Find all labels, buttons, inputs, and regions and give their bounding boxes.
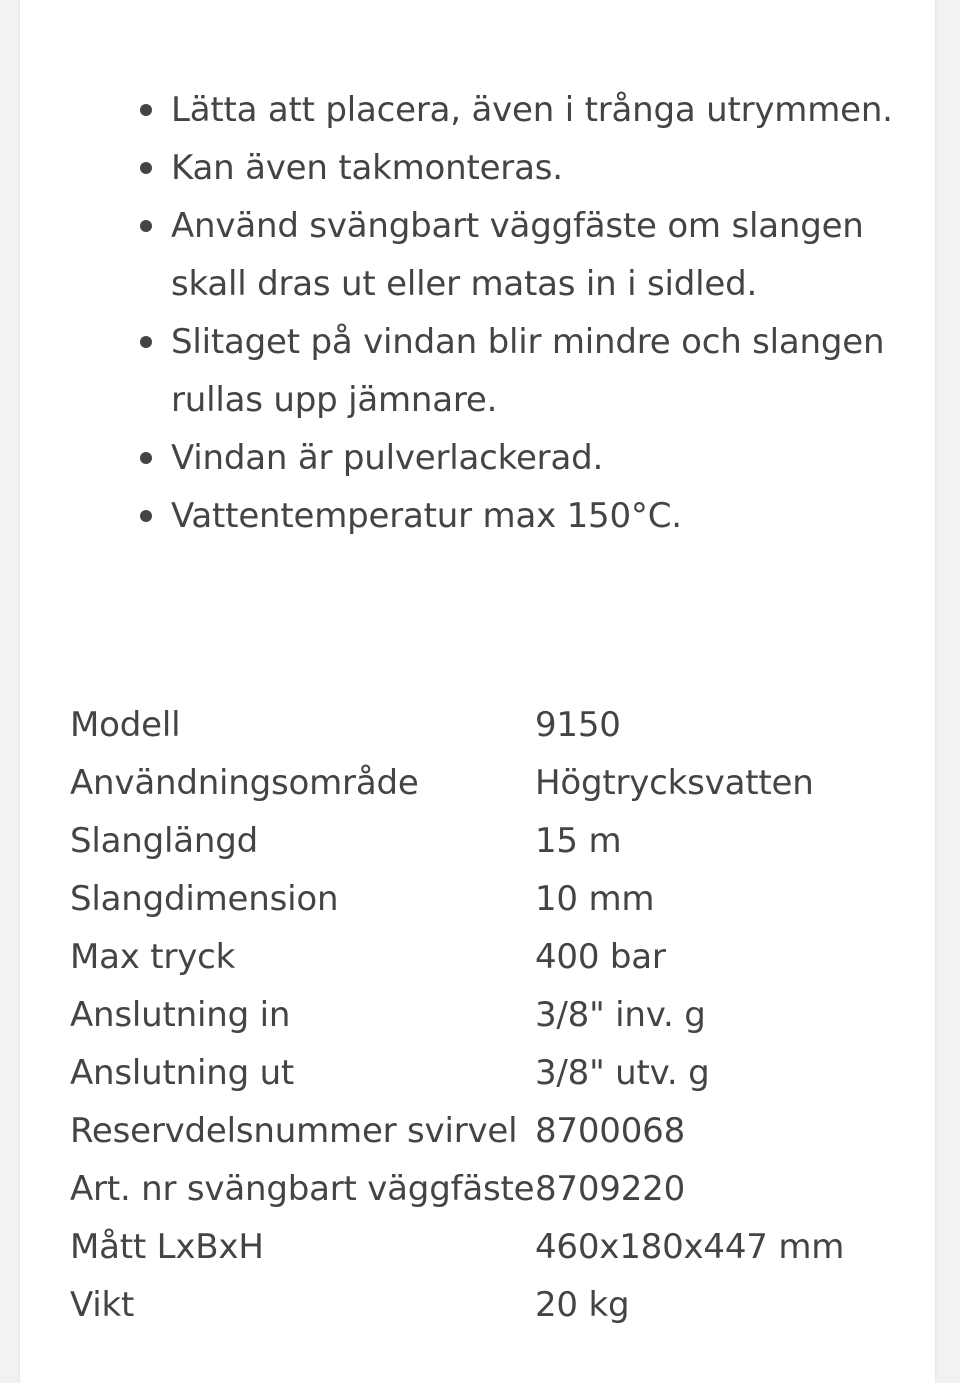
spec-label: Vikt	[70, 1285, 135, 1325]
bullet-icon	[140, 452, 152, 464]
spec-row	[70, 870, 844, 928]
spec-label: Art. nr svängbart väggfäste	[70, 1169, 535, 1209]
feature-text: Vattentemperatur max 150°C.	[171, 496, 682, 536]
spec-row	[70, 1102, 844, 1160]
bullet-icon	[140, 510, 152, 522]
spec-table	[70, 696, 844, 1334]
spec-label: Reservdelsnummer svirvel	[70, 1111, 518, 1151]
feature-list	[140, 81, 900, 545]
spec-row	[70, 754, 844, 812]
spec-value: 8709220	[535, 1169, 686, 1209]
feature-item	[140, 81, 900, 139]
feature-item	[140, 139, 900, 197]
spec-row	[70, 986, 844, 1044]
feature-item	[140, 487, 900, 545]
spec-value: 10 mm	[535, 879, 655, 919]
spec-row	[70, 696, 844, 754]
feature-text: Använd svängbart väggfäste om slangen skall dras ut eller matas in i sidled.	[171, 206, 864, 304]
spec-value: 3/8" inv. g	[535, 995, 706, 1035]
feature-item	[140, 313, 900, 429]
spec-row	[70, 1160, 844, 1218]
spec-row	[70, 1276, 844, 1334]
bullet-icon	[140, 336, 152, 348]
bullet-icon	[140, 104, 152, 116]
feature-item	[140, 429, 900, 487]
spec-row	[70, 928, 844, 986]
feature-item	[140, 197, 900, 313]
spec-value: 9150	[535, 705, 621, 745]
feature-text: Slitaget på vindan blir mindre och slangen rullas upp jämnare.	[171, 322, 885, 420]
spec-label: Modell	[70, 705, 181, 745]
feature-text: Vindan är pulverlackerad.	[171, 438, 604, 478]
spec-value: 3/8" utv. g	[535, 1053, 710, 1093]
spec-label: Max tryck	[70, 937, 236, 977]
spec-row	[70, 1218, 844, 1276]
feature-text: Lätta att placera, även i trånga utrymmen.	[171, 90, 893, 130]
feature-text: Kan även takmonteras.	[171, 148, 563, 188]
spec-row	[70, 812, 844, 870]
spec-value: 400 bar	[535, 937, 666, 977]
spec-value: 8700068	[535, 1111, 686, 1151]
spec-label: Slangdimension	[70, 879, 339, 919]
spec-row	[70, 1044, 844, 1102]
spec-value: 20 kg	[535, 1285, 630, 1325]
spec-label: Anslutning in	[70, 995, 291, 1035]
spec-label: Mått LxBxH	[70, 1227, 264, 1267]
product-description-card	[20, 0, 935, 1383]
spec-value: Högtrycksvatten	[535, 763, 814, 803]
spec-label: Slanglängd	[70, 821, 258, 861]
bullet-icon	[140, 220, 152, 232]
spec-value: 460x180x447 mm	[535, 1227, 845, 1267]
spec-label: Anslutning ut	[70, 1053, 295, 1093]
spec-value: 15 m	[535, 821, 622, 861]
spec-label: Användningsområde	[70, 763, 419, 803]
bullet-icon	[140, 162, 152, 174]
